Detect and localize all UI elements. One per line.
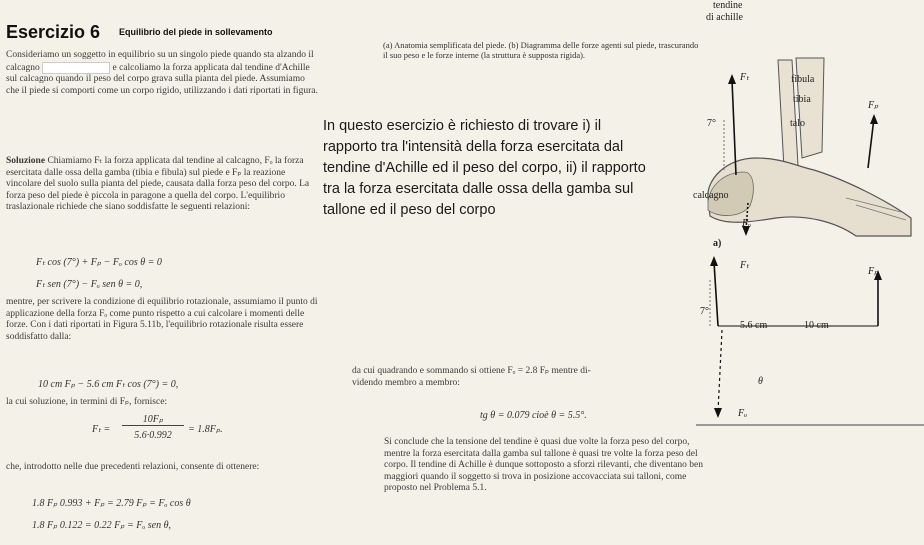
after-eq4-text: che, introdotto nelle due precedenti relazioni, consente di ottenere:	[6, 462, 260, 472]
label-ft-a: Fₜ	[740, 72, 750, 83]
rotational-text: mentre, per scrivere la condizione di equilibrio rotazionale, assumiamo il punto di applicazione della forza Fₒ come punto rispetto a cui calcolare i momenti delle forze. Con i dati riportati in Figura 5.11b, l'equilibrio rotazionale risulta essere soddisfatto dalla:	[6, 297, 318, 342]
label-fo-a: Fₒ	[742, 218, 751, 229]
label-panel-a: a)	[713, 238, 722, 249]
equation-5: 1.8 Fₚ 0.993 + Fₚ = 2.79 Fₚ = Fₒ cos θ	[32, 498, 191, 509]
equation-6: 1.8 Fₚ 0.122 = 0.22 Fₚ = Fₒ sen θ,	[32, 520, 171, 531]
equation-4-rhs: = 1.8Fₚ.	[188, 424, 223, 435]
label-tendine: tendine	[713, 0, 743, 11]
equation-1: Fₜ cos (7°) + Fₚ − Fₒ cos θ = 0	[36, 257, 162, 268]
solution-heading: Soluzione	[6, 156, 46, 166]
label-ft-b: Fₜ	[740, 260, 750, 271]
problem-text-start: Consideriamo un soggetto in equilibrio su un singolo piede quando sta alzando il calcagno	[6, 50, 314, 73]
blank-box	[42, 62, 110, 74]
problem-text-end: e calcoliamo la forza applicata dal tendine d'Achille sul calcagno quando il peso del corpo grava sulla pianta del piede. Assumiamo che il piede si comporti come un corpo rigido, utilizzando i dati riportati in figura.	[6, 62, 318, 96]
force-diagram-figure	[696, 250, 924, 430]
solution-body: Chiamiamo Fₜ la forza applicata dal tendine al calcagno, Fₒ la forza esercitata dalle ossa della gamba (tibia e fibula) sul piede e Fₚ la reazione vincolare del suolo sulla pianta del piede, causata dalla forza peso del corpo. La forza peso del piede è piccola in paragone a quella del corpo. L'equilibrio traslazionale richiede che siano soddisfatte le seguenti relazioni:	[6, 156, 310, 213]
equation-2: Fₜ sen (7°) − Fₒ sen θ = 0,	[36, 279, 143, 290]
equation-3: 10 cm Fₚ − 5.6 cm Fₜ cos (7°) = 0,	[38, 379, 179, 390]
equation-4-denominator: 5.6·0.992	[134, 430, 172, 441]
label-tibia: tibia	[793, 94, 811, 105]
tan-equation: tg θ = 0.079 cioè θ = 5.5°.	[480, 410, 587, 421]
solution-intro: la cui soluzione, in termini di Fₚ, fornisce:	[6, 397, 168, 407]
squaring-text-2: videndo membro a membro:	[352, 378, 460, 388]
figure-caption: (a) Anatomia semplificata del piede. (b) Diagramma delle forze agenti sul piede, trascurando il suo peso e le forze interne (la struttura è supposta rigida).	[383, 40, 699, 60]
label-distance-1: 5.6 cm	[740, 320, 768, 331]
problem-text	[6, 50, 318, 98]
label-fp-b: Fₚ	[868, 266, 879, 277]
equation-4-lhs: Fₜ =	[92, 424, 111, 435]
label-di-achille: di achille	[706, 12, 743, 23]
label-fo-b: Fₒ	[738, 408, 747, 419]
label-calcagno: calcagno	[693, 190, 729, 201]
exercise-title: Esercizio 6	[6, 22, 101, 42]
conclusion-text: Si conclude che la tensione del tendine è quasi due volte la forza peso del corpo, mentre la forza esercitata dalla gamba sul tallone è quasi tre volte la forza peso del corpo. Il tendine di Achille è dunque sottoposto a sforzi rilevanti, che diventano ben maggiori quando il soggetto si trova in posizione accovacciata sui talloni, come proposto nel Problema 5.1.	[384, 437, 703, 494]
solution-text	[6, 156, 318, 214]
label-angle-b: 7°	[700, 306, 709, 317]
label-theta: θ	[758, 376, 763, 387]
label-fp-a: Fₚ	[868, 100, 879, 111]
label-distance-2: 10 cm	[804, 320, 829, 331]
label-talo: talo	[790, 118, 805, 129]
label-angle-a: 7°	[707, 118, 716, 129]
exercise-subtitle: Equilibrio del piede in sollevamento	[119, 27, 273, 37]
label-fibula: fibula	[791, 74, 815, 85]
squaring-text: da cui quadrando e sommando si ottiene Fₒ = 2.8 Fₚ mentre di-	[352, 366, 591, 376]
foot-anatomy-figure	[696, 40, 921, 260]
equation-4-numerator: 10Fₚ	[122, 414, 184, 426]
question-overlay: In questo esercizio è richiesto di trovare i) il rapporto tra l'intensità della forza esercitata dal tendine d'Achille ed il peso del corpo, ii) il rapporto tra la forza esercitata dalle ossa della gamba sul tallone ed il peso del corpo	[323, 118, 646, 218]
